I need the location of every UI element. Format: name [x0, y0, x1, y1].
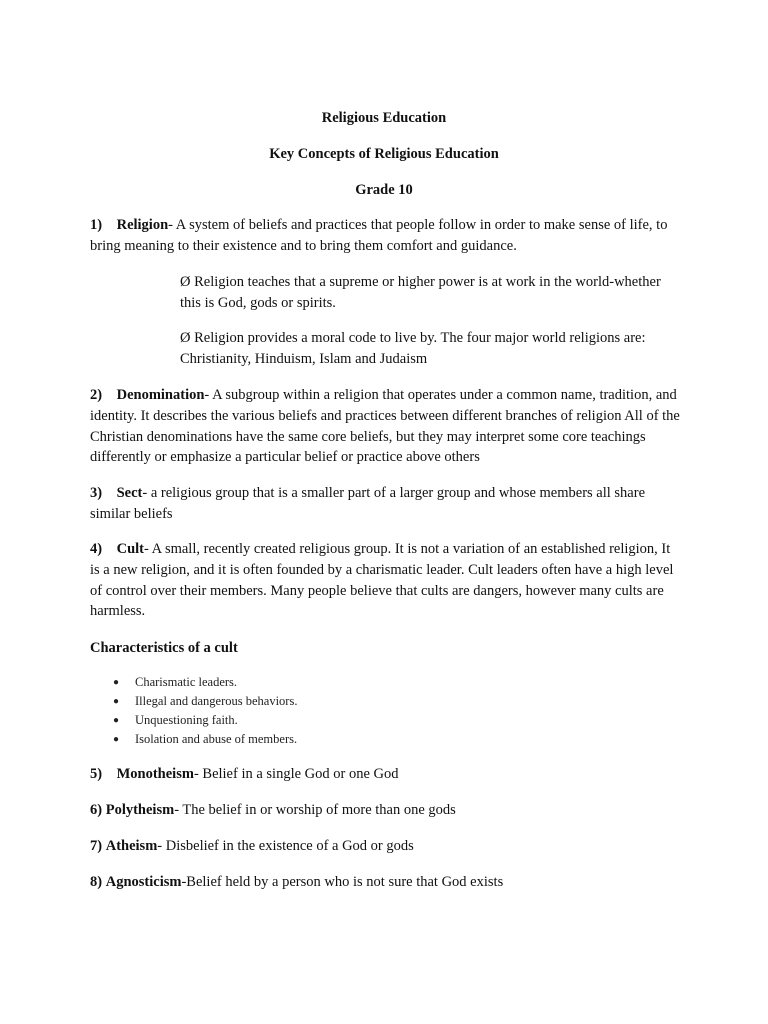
list-item	[110, 673, 297, 692]
religion-point: Ø Religion teaches that a supreme or higher power is at work in the world-whether this is God, gods or spirits.	[180, 274, 661, 311]
bullet-icon: ●	[113, 696, 120, 707]
definition-text: -Belief held by a person who is not sure that God exists	[181, 874, 504, 890]
list-item	[110, 730, 297, 749]
term-religion: Religion	[116, 217, 169, 233]
definition-polytheism	[90, 800, 682, 821]
item-number: 4)	[90, 541, 103, 557]
term-polytheism: Polytheism	[105, 802, 175, 818]
item-number: 8)	[90, 874, 103, 890]
definition-atheism	[90, 836, 682, 857]
definition-text: - Belief in a single God or one God	[193, 766, 399, 782]
definition-cult	[90, 539, 682, 622]
definition-text: - A small, recently created religious group. It is not a variation of an established religion, It is a new religion, and it is often founded by a charismatic leader. Cult leaders often have a high level of control over their members. Many people believe that cults are dangers, however many cults are harmless.	[90, 541, 674, 620]
item-number: 1)	[90, 217, 103, 233]
bullet-icon: ●	[113, 677, 120, 688]
definition-monotheism	[90, 764, 682, 785]
definition-denomination	[90, 385, 682, 468]
bullet-icon: ●	[113, 734, 120, 745]
bullet-icon: ●	[113, 715, 120, 726]
document-subtitle: Key Concepts of Religious Education	[269, 146, 499, 162]
item-number: 7)	[90, 838, 103, 854]
list-item	[110, 692, 297, 711]
list-item-text: Unquestioning faith.	[135, 713, 238, 727]
definition-text: - Disbelief in the existence of a God or gods	[157, 838, 414, 854]
definition-religion	[90, 215, 682, 257]
religion-point: Ø Religion provides a moral code to live by. The four major world religions are: Christianity, Hinduism, Islam and Judaism	[180, 330, 646, 367]
item-number: 3)	[90, 485, 103, 501]
item-number: 6)	[90, 802, 103, 818]
item-number: 2)	[90, 387, 103, 403]
term-denomination: Denomination	[116, 387, 205, 403]
list-item-text: Charismatic leaders.	[135, 675, 238, 689]
list-item	[110, 711, 297, 730]
term-monotheism: Monotheism	[116, 766, 194, 782]
definition-text: - A subgroup within a religion that operates under a common name, tradition, and identity. It describes the various beliefs and practices between different branches of religion All of the Christian denominations have the same core beliefs, but they may interpret some core teachings differently or emphasize a particular belief or practice above others	[90, 387, 680, 466]
term-sect: Sect	[116, 485, 143, 501]
item-number: 5)	[90, 766, 103, 782]
grade-label: Grade 10	[355, 182, 413, 198]
term-atheism: Atheism	[105, 838, 158, 854]
definition-text: - The belief in or worship of more than one gods	[174, 802, 456, 818]
definition-sect	[90, 483, 682, 525]
list-item-text: Isolation and abuse of members.	[135, 732, 298, 746]
cult-characteristics-heading: Characteristics of a cult	[90, 640, 238, 656]
definition-agnosticism	[90, 872, 682, 893]
definition-text: - A system of beliefs and practices that people follow in order to make sense of life, to bring meaning to their existence and to bring them comfort and guidance.	[90, 217, 668, 254]
cult-characteristics-list	[110, 673, 297, 749]
definition-text: - a religious group that is a smaller part of a larger group and whose members all share similar beliefs	[90, 485, 646, 522]
list-item-text: Illegal and dangerous behaviors.	[135, 694, 298, 708]
term-agnosticism: Agnosticism	[105, 874, 182, 890]
document-title: Religious Education	[321, 110, 447, 126]
term-cult: Cult	[116, 541, 144, 557]
